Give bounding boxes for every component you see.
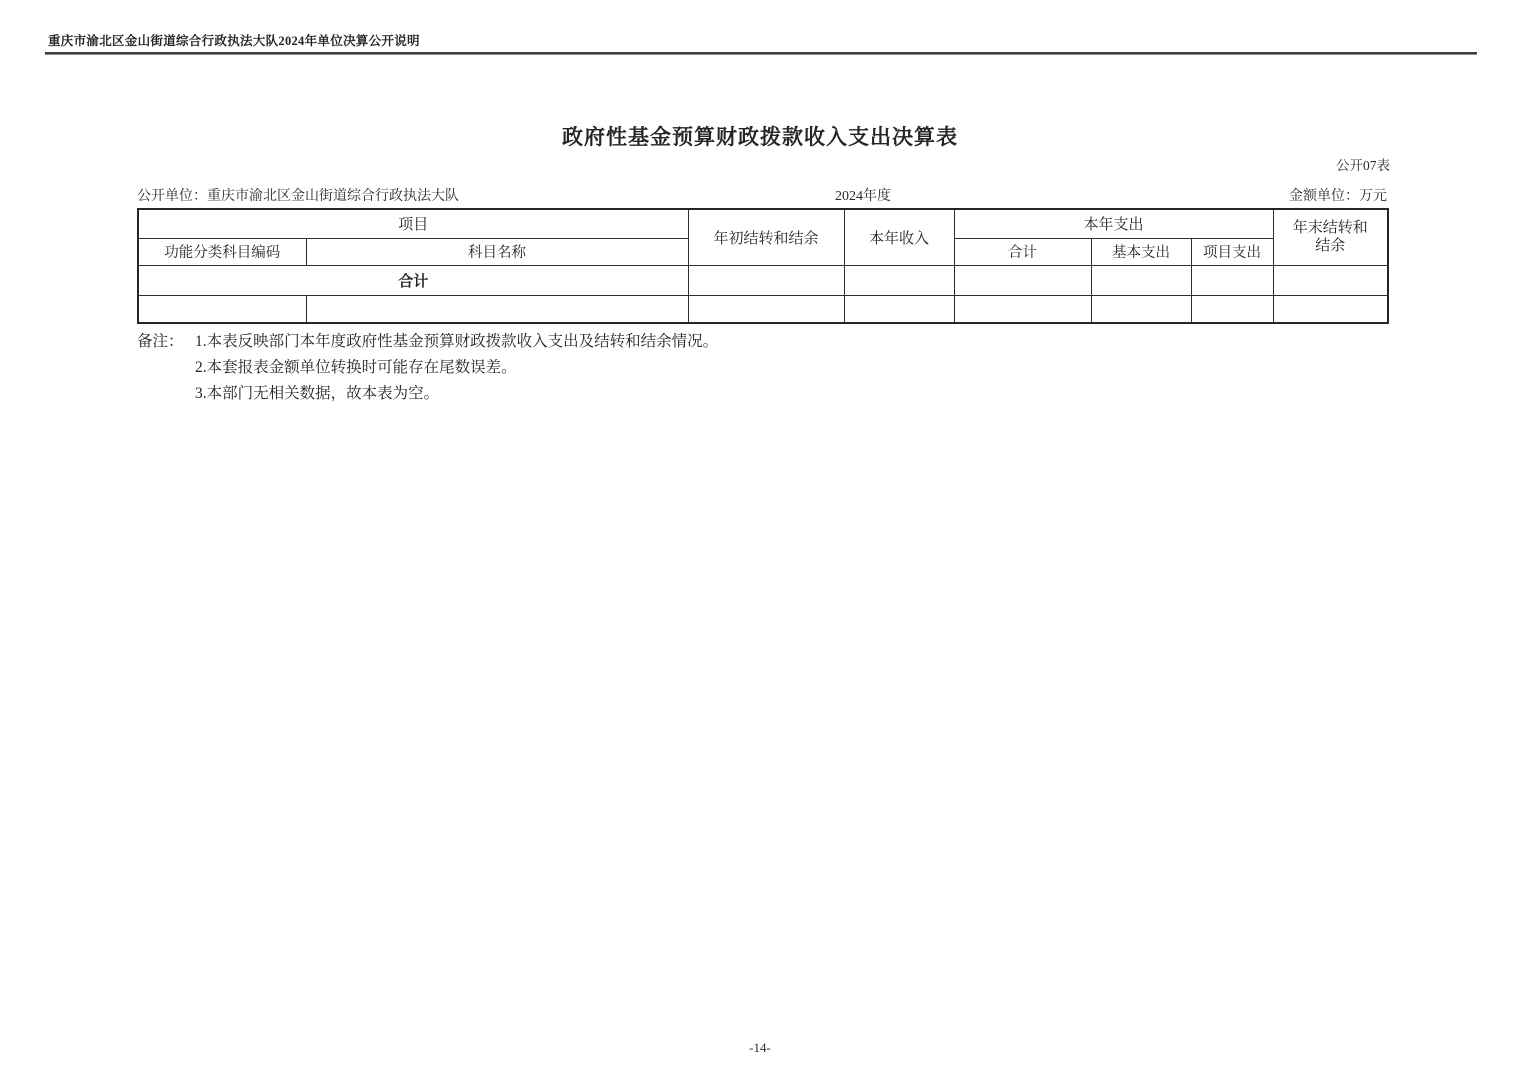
- total-end-balance-cell: [1273, 265, 1388, 295]
- note-item-3: 3.本部门无相关数据，故本表为空。: [195, 385, 440, 402]
- empty-begin-balance-cell: [688, 295, 844, 323]
- empty-end-balance-cell: [1273, 295, 1388, 323]
- total-expense-total-cell: [954, 265, 1091, 295]
- empty-subject-name-cell: [306, 295, 688, 323]
- header-subject-name: 科目名称: [306, 238, 688, 265]
- page-number: -14-: [749, 1040, 771, 1055]
- publish-unit-label: 公开单位：重庆市渝北区金山街道综合行政执法大队: [137, 189, 459, 204]
- report-title: 政府性基金预算财政拨款收入支出决算表: [562, 125, 958, 149]
- header-rule-divider: [45, 52, 1477, 55]
- header-end-balance: 年末结转和结余: [1273, 209, 1388, 265]
- empty-basic-expense-cell: [1091, 295, 1191, 323]
- table-header-row-1: [138, 209, 1388, 238]
- header-func-code: 功能分类科目编码: [138, 238, 306, 265]
- header-year-income: 本年收入: [844, 209, 954, 265]
- notes-block: [137, 329, 1037, 407]
- fiscal-year-label: 2024年度: [835, 189, 891, 204]
- table-meta-row: [137, 185, 1387, 205]
- total-year-income-cell: [844, 265, 954, 295]
- notes-label: 备注：: [137, 333, 184, 350]
- header-year-expense: 本年支出: [954, 209, 1273, 238]
- total-basic-expense-cell: [1091, 265, 1191, 295]
- table-code-label: 公开07表: [1336, 158, 1390, 173]
- header-begin-balance: 年初结转和结余: [688, 209, 844, 265]
- total-project-expense-cell: [1191, 265, 1273, 295]
- header-expense-total: 合计: [954, 238, 1091, 265]
- total-begin-balance-cell: [688, 265, 844, 295]
- note-item-2: 2.本套报表金额单位转换时可能存在尾数误差。: [195, 359, 517, 376]
- header-project-expense: 项目支出: [1191, 238, 1273, 265]
- notes-items: [195, 329, 1037, 407]
- empty-data-row: [138, 295, 1388, 323]
- header-basic-expense: 基本支出: [1091, 238, 1191, 265]
- fiscal-table: [137, 208, 1389, 324]
- empty-year-income-cell: [844, 295, 954, 323]
- note-item-1: 1.本表反映部门本年度政府性基金预算财政拨款收入支出及结转和结余情况。: [195, 333, 719, 350]
- empty-expense-total-cell: [954, 295, 1091, 323]
- empty-func-code-cell: [138, 295, 306, 323]
- header-project: 项目: [138, 209, 688, 238]
- empty-project-expense-cell: [1191, 295, 1273, 323]
- total-row: [138, 265, 1388, 295]
- amount-unit-label: 金额单位：万元: [1289, 189, 1387, 204]
- page-header-text: 重庆市渝北区金山街道综合行政执法大队2024年单位决算公开说明: [48, 34, 420, 48]
- total-row-label: 合计: [138, 265, 688, 295]
